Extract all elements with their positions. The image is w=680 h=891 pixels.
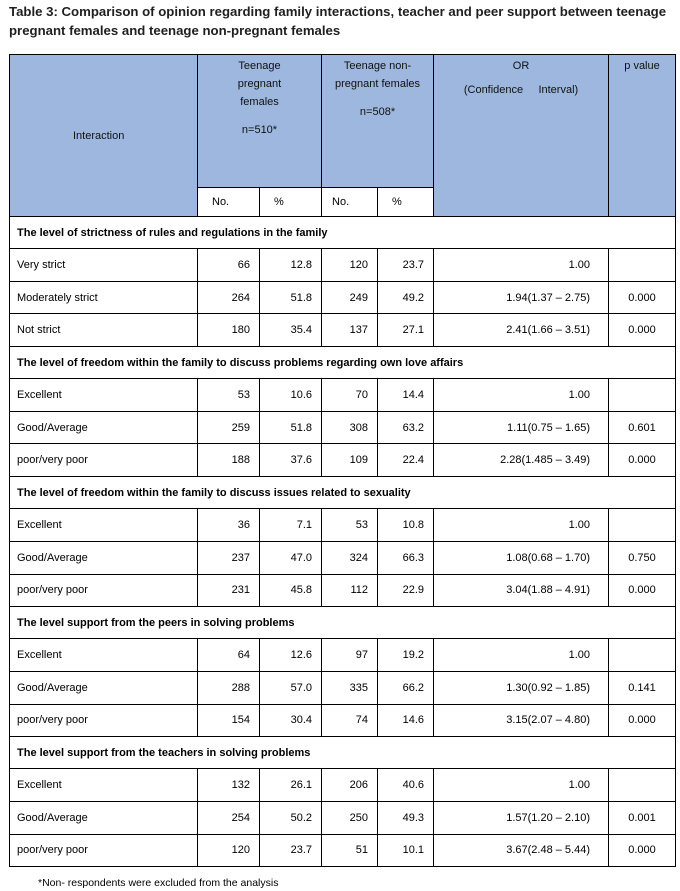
cell-no-nonpregnant: 97 (322, 639, 378, 672)
section-title: The level support from the peers in solving problems (10, 607, 676, 639)
cell-p-value (609, 509, 676, 542)
row-label: Very strict (10, 249, 198, 282)
cell-no-pregnant: 64 (198, 639, 260, 672)
cell-p-value: 0.141 (609, 671, 676, 704)
cell-odds-ratio: 1.00 (434, 509, 609, 542)
row-label: Not strict (10, 314, 198, 347)
cell-p-value (609, 639, 676, 672)
table-row (10, 574, 676, 607)
cell-odds-ratio: 1.00 (434, 249, 609, 282)
table-row (10, 639, 676, 672)
cell-odds-ratio: 1.00 (434, 379, 609, 412)
cell-pct-nonpregnant: 22.4 (378, 444, 434, 477)
cell-odds-ratio: 1.00 (434, 639, 609, 672)
section-title: The level support from the teachers in solving problems (10, 737, 676, 769)
table-row (10, 314, 676, 347)
row-label: Excellent (10, 769, 198, 802)
header-ci-label: (Confidence Interval) (463, 84, 579, 96)
cell-no-pregnant: 120 (198, 834, 260, 867)
cell-pct-nonpregnant: 27.1 (378, 314, 434, 347)
cell-no-nonpregnant: 137 (322, 314, 378, 347)
cell-no-nonpregnant: 308 (322, 411, 378, 444)
cell-pct-pregnant: 26.1 (260, 769, 322, 802)
cell-no-nonpregnant: 51 (322, 834, 378, 867)
header-pct-pregnant: % (260, 188, 322, 217)
cell-pct-nonpregnant: 10.8 (378, 509, 434, 542)
cell-no-pregnant: 231 (198, 574, 260, 607)
cell-no-pregnant: 259 (198, 411, 260, 444)
cell-no-pregnant: 188 (198, 444, 260, 477)
row-label: poor/very poor (10, 444, 198, 477)
cell-odds-ratio: 1.00 (434, 769, 609, 802)
cell-pct-pregnant: 10.6 (260, 379, 322, 412)
comparison-table (9, 54, 676, 867)
header-no-pregnant: No. (198, 188, 260, 217)
cell-odds-ratio: 1.08(0.68 – 1.70) (434, 541, 609, 574)
header-no-nonpregnant: No. (322, 188, 378, 217)
header-group-pregnant (198, 55, 322, 188)
cell-odds-ratio: 3.15(2.07 – 4.80) (434, 704, 609, 737)
cell-pct-nonpregnant: 19.2 (378, 639, 434, 672)
table-row (10, 704, 676, 737)
cell-pct-pregnant: 47.0 (260, 541, 322, 574)
cell-pct-nonpregnant: 23.7 (378, 249, 434, 282)
table-row (10, 769, 676, 802)
table-header (10, 55, 676, 217)
cell-pct-pregnant: 12.8 (260, 249, 322, 282)
cell-pct-pregnant: 50.2 (260, 801, 322, 834)
cell-odds-ratio: 1.94(1.37 – 2.75) (434, 281, 609, 314)
header-p-value: p value (609, 55, 676, 217)
row-label: Moderately strict (10, 281, 198, 314)
table-row (10, 801, 676, 834)
cell-pct-pregnant: 51.8 (260, 281, 322, 314)
cell-no-pregnant: 237 (198, 541, 260, 574)
cell-no-nonpregnant: 335 (322, 671, 378, 704)
table-row (10, 281, 676, 314)
cell-pct-pregnant: 51.8 (260, 411, 322, 444)
header-group-nonpregnant-n: n=508* (359, 106, 396, 118)
cell-pct-pregnant: 30.4 (260, 704, 322, 737)
header-group-nonpregnant-label: Teenage non-pregnant females (335, 60, 421, 90)
cell-odds-ratio: 1.30(0.92 – 1.85) (434, 671, 609, 704)
table-row (10, 249, 676, 282)
header-or (434, 55, 609, 217)
cell-pct-nonpregnant: 49.2 (378, 281, 434, 314)
cell-pct-nonpregnant: 40.6 (378, 769, 434, 802)
cell-pct-pregnant: 35.4 (260, 314, 322, 347)
row-label: Excellent (10, 639, 198, 672)
table-caption: Table 3: Comparison of opinion regarding family interactions, teacher and peer support between teenage pregnant females and teenage non-pregnant females (9, 4, 667, 38)
cell-pct-nonpregnant: 63.2 (378, 411, 434, 444)
cell-no-pregnant: 264 (198, 281, 260, 314)
row-label: Good/Average (10, 671, 198, 704)
header-pct-nonpregnant: % (378, 188, 434, 217)
cell-odds-ratio: 1.11(0.75 – 1.65) (434, 411, 609, 444)
cell-no-pregnant: 254 (198, 801, 260, 834)
cell-no-pregnant: 288 (198, 671, 260, 704)
row-label: Good/Average (10, 541, 198, 574)
cell-no-nonpregnant: 324 (322, 541, 378, 574)
cell-no-nonpregnant: 70 (322, 379, 378, 412)
row-label: Excellent (10, 379, 198, 412)
row-label: poor/very poor (10, 834, 198, 867)
header-group-pregnant-n: n=510* (241, 124, 278, 136)
cell-pct-nonpregnant: 10.1 (378, 834, 434, 867)
cell-p-value (609, 769, 676, 802)
cell-pct-nonpregnant: 66.2 (378, 671, 434, 704)
cell-p-value: 0.000 (609, 704, 676, 737)
cell-pct-pregnant: 37.6 (260, 444, 322, 477)
header-group-nonpregnant (322, 55, 434, 188)
cell-p-value: 0.000 (609, 444, 676, 477)
cell-p-value: 0.000 (609, 834, 676, 867)
cell-no-nonpregnant: 120 (322, 249, 378, 282)
table-row (10, 411, 676, 444)
cell-pct-nonpregnant: 14.4 (378, 379, 434, 412)
row-label: Excellent (10, 509, 198, 542)
table-row (10, 509, 676, 542)
cell-p-value: 0.000 (609, 314, 676, 347)
row-label: poor/very poor (10, 704, 198, 737)
section-title: The level of freedom within the family to discuss problems regarding own love affairs (10, 347, 676, 379)
section-title: The level of freedom within the family to discuss issues related to sexuality (10, 477, 676, 509)
cell-odds-ratio: 3.67(2.48 – 5.44) (434, 834, 609, 867)
cell-no-pregnant: 180 (198, 314, 260, 347)
cell-p-value (609, 379, 676, 412)
row-label: poor/very poor (10, 574, 198, 607)
cell-no-pregnant: 154 (198, 704, 260, 737)
cell-no-nonpregnant: 53 (322, 509, 378, 542)
section-row (10, 217, 676, 249)
cell-p-value: 0.000 (609, 281, 676, 314)
cell-pct-pregnant: 57.0 (260, 671, 322, 704)
header-or-label: OR (512, 60, 530, 72)
section-row (10, 347, 676, 379)
cell-no-pregnant: 36 (198, 509, 260, 542)
section-row (10, 607, 676, 639)
row-label: Good/Average (10, 411, 198, 444)
cell-pct-nonpregnant: 22.9 (378, 574, 434, 607)
table-row (10, 541, 676, 574)
cell-no-nonpregnant: 206 (322, 769, 378, 802)
cell-no-nonpregnant: 249 (322, 281, 378, 314)
cell-p-value: 0.001 (609, 801, 676, 834)
cell-pct-nonpregnant: 14.6 (378, 704, 434, 737)
cell-pct-pregnant: 23.7 (260, 834, 322, 867)
cell-no-pregnant: 66 (198, 249, 260, 282)
table-row (10, 444, 676, 477)
cell-p-value: 0.750 (609, 541, 676, 574)
cell-odds-ratio: 2.41(1.66 – 3.51) (434, 314, 609, 347)
cell-no-nonpregnant: 109 (322, 444, 378, 477)
cell-pct-pregnant: 12.6 (260, 639, 322, 672)
cell-no-nonpregnant: 112 (322, 574, 378, 607)
table-body (10, 217, 676, 867)
table-row (10, 671, 676, 704)
header-group-pregnant-label: Teenage pregnant females (237, 60, 282, 108)
cell-p-value: 0.601 (609, 411, 676, 444)
cell-odds-ratio: 1.57(1.20 – 2.10) (434, 801, 609, 834)
cell-no-nonpregnant: 74 (322, 704, 378, 737)
footnote: *Non- respondents were excluded from the analysis (38, 877, 279, 889)
cell-no-pregnant: 132 (198, 769, 260, 802)
header-interaction: Interaction (10, 55, 198, 217)
section-title: The level of strictness of rules and regulations in the family (10, 217, 676, 249)
cell-pct-nonpregnant: 49.3 (378, 801, 434, 834)
section-row (10, 737, 676, 769)
cell-p-value: 0.000 (609, 574, 676, 607)
cell-no-pregnant: 53 (198, 379, 260, 412)
cell-pct-nonpregnant: 66.3 (378, 541, 434, 574)
table-row (10, 834, 676, 867)
table-row (10, 379, 676, 412)
row-label: Good/Average (10, 801, 198, 834)
section-row (10, 477, 676, 509)
cell-p-value (609, 249, 676, 282)
cell-pct-pregnant: 7.1 (260, 509, 322, 542)
cell-odds-ratio: 3.04(1.88 – 4.91) (434, 574, 609, 607)
cell-no-nonpregnant: 250 (322, 801, 378, 834)
cell-pct-pregnant: 45.8 (260, 574, 322, 607)
cell-odds-ratio: 2.28(1.485 – 3.49) (434, 444, 609, 477)
